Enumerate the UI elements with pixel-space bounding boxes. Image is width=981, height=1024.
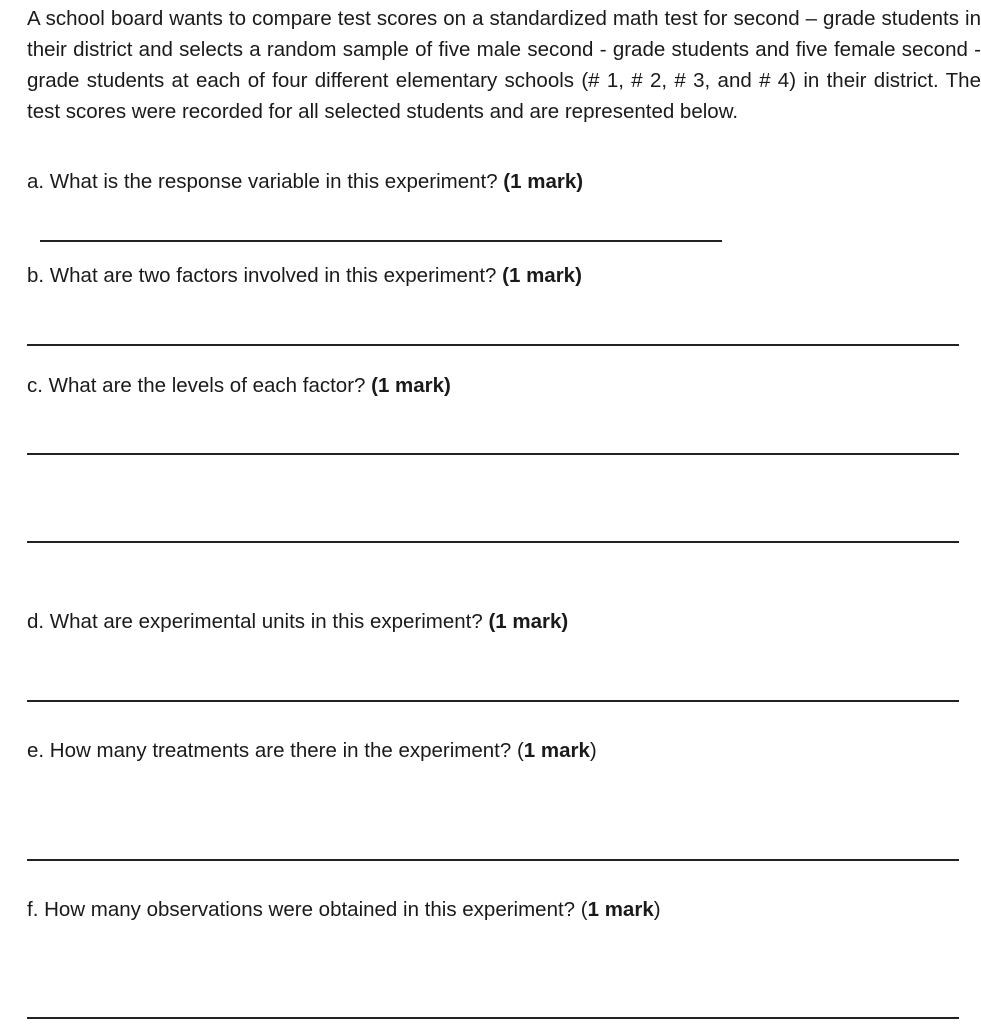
question-e-marks: 1 mark	[523, 739, 590, 762]
question-f-marks: 1 mark	[587, 898, 654, 921]
problem-statement: A school board wants to compare test scores on a standardized math test for second – grade students in their district and selects a random sample of five male second - grade students and five female second - grade students at each of four different elementary schools (# 1, # 2, # 3, and # 4) in their district. The test scores were recorded for all selected students and are represented below.	[27, 7, 981, 123]
answer-line-d[interactable]	[27, 700, 959, 702]
question-c-text: c. What are the levels of each factor?	[27, 374, 372, 397]
answer-line-f[interactable]	[27, 1017, 959, 1019]
question-f-suffix: )	[653, 898, 661, 921]
answer-line-e[interactable]	[27, 859, 959, 861]
question-d	[27, 608, 568, 636]
question-e	[27, 737, 597, 765]
question-a-marks: (1 mark)	[503, 170, 584, 193]
answer-line-a[interactable]	[40, 240, 722, 242]
question-c	[27, 372, 451, 400]
question-e-text: e. How many treatments are there in the experiment? (	[27, 739, 524, 762]
question-d-text: d. What are experimental units in this experiment?	[27, 610, 489, 633]
question-e-suffix: )	[589, 739, 597, 762]
question-b-marks: (1 mark)	[502, 264, 582, 287]
question-f	[27, 896, 661, 924]
question-d-marks: (1 mark)	[488, 610, 569, 633]
answer-line-b[interactable]	[27, 344, 959, 346]
answer-line-c1[interactable]	[27, 453, 959, 455]
question-a-text: a. What is the response variable in this experiment?	[27, 170, 504, 193]
question-c-marks: (1 mark)	[371, 374, 451, 397]
question-b-text: b. What are two factors involved in this experiment?	[27, 264, 503, 287]
question-a	[27, 168, 583, 196]
question-b	[27, 262, 582, 290]
question-f-text: f. How many observations were obtained in this experiment? (	[27, 898, 588, 921]
answer-line-c2[interactable]	[27, 541, 959, 543]
